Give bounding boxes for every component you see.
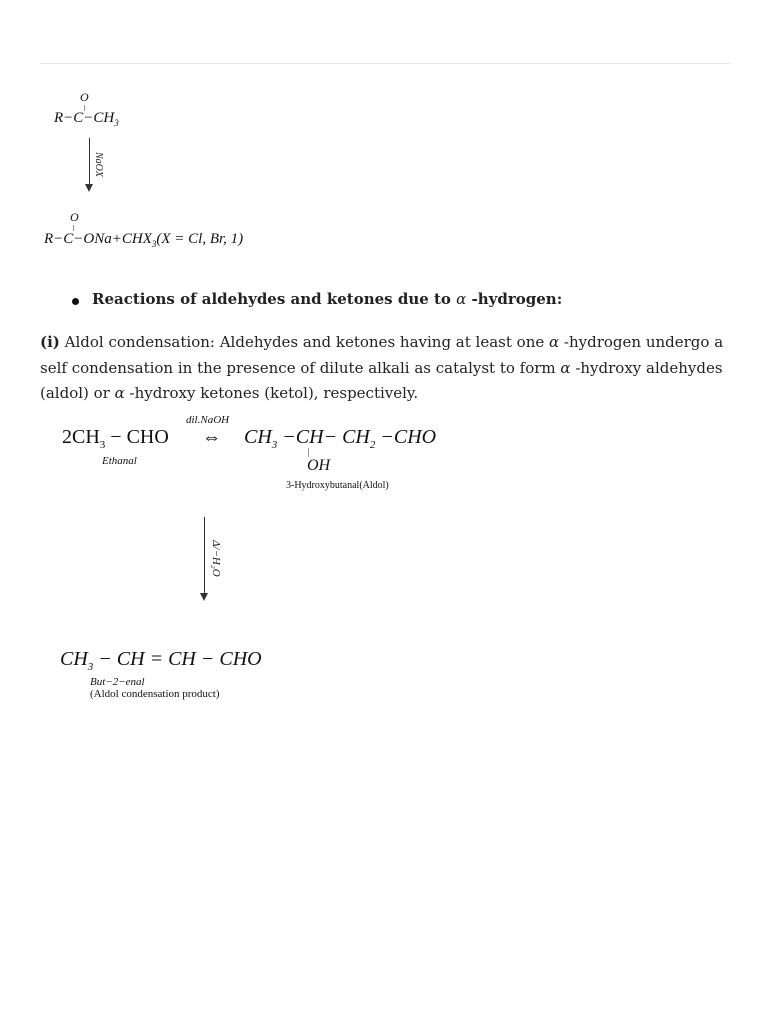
carbonyl-oxygen: O	[80, 90, 89, 104]
oh-bond-line	[308, 448, 309, 457]
final-product-note: (Aldol condensation product)	[90, 688, 220, 700]
condition-label: dil.NaOH	[186, 414, 230, 426]
reactant-formula: $2CH_3$ − CHO	[62, 426, 169, 451]
final-product-name: But−2−enal	[90, 676, 145, 688]
aldol-product-name: 3-Hydroxybutanal(Aldol)	[286, 480, 389, 491]
section-heading: Reactions of aldehydes and ketones due to α -hydrogen:	[92, 290, 563, 308]
product-carbonyl-oxygen: O	[70, 210, 79, 224]
bullet-dot	[72, 298, 79, 305]
top-divider	[40, 63, 730, 64]
haloform-product-formula: $R-C-ONa+CHX_3(X = Cl$, Br, 1)	[44, 231, 244, 249]
aldol-product-formula: $CH_3 -CH- CH_2 -CHO$	[244, 426, 437, 451]
hydroxyl-group: OH	[307, 457, 331, 474]
final-product-formula: $CH_3$ − CH = CH − CHO	[60, 648, 262, 673]
reaction-arrow-down	[89, 138, 90, 190]
methyl-ketone-formula: $R-C-CH_3$	[54, 110, 119, 128]
aldol-description: (i) Aldol condensation: Aldehydes and ketones having at least one α -hydrogen undergo a self condensation in the presence of dilute alkali as catalyst to form α -hydroxy aldehydes (aldol) or α -hydroxy ketones (ketol), respectively.	[40, 333, 724, 402]
equilibrium-arrow: ⇔	[202, 427, 221, 448]
dehydration-label: Δ/−H₂O	[210, 540, 222, 577]
reagent-label: NaOX	[93, 152, 104, 177]
reactant-name: Ethanal	[102, 455, 137, 467]
dehydration-arrow-down	[204, 517, 205, 599]
